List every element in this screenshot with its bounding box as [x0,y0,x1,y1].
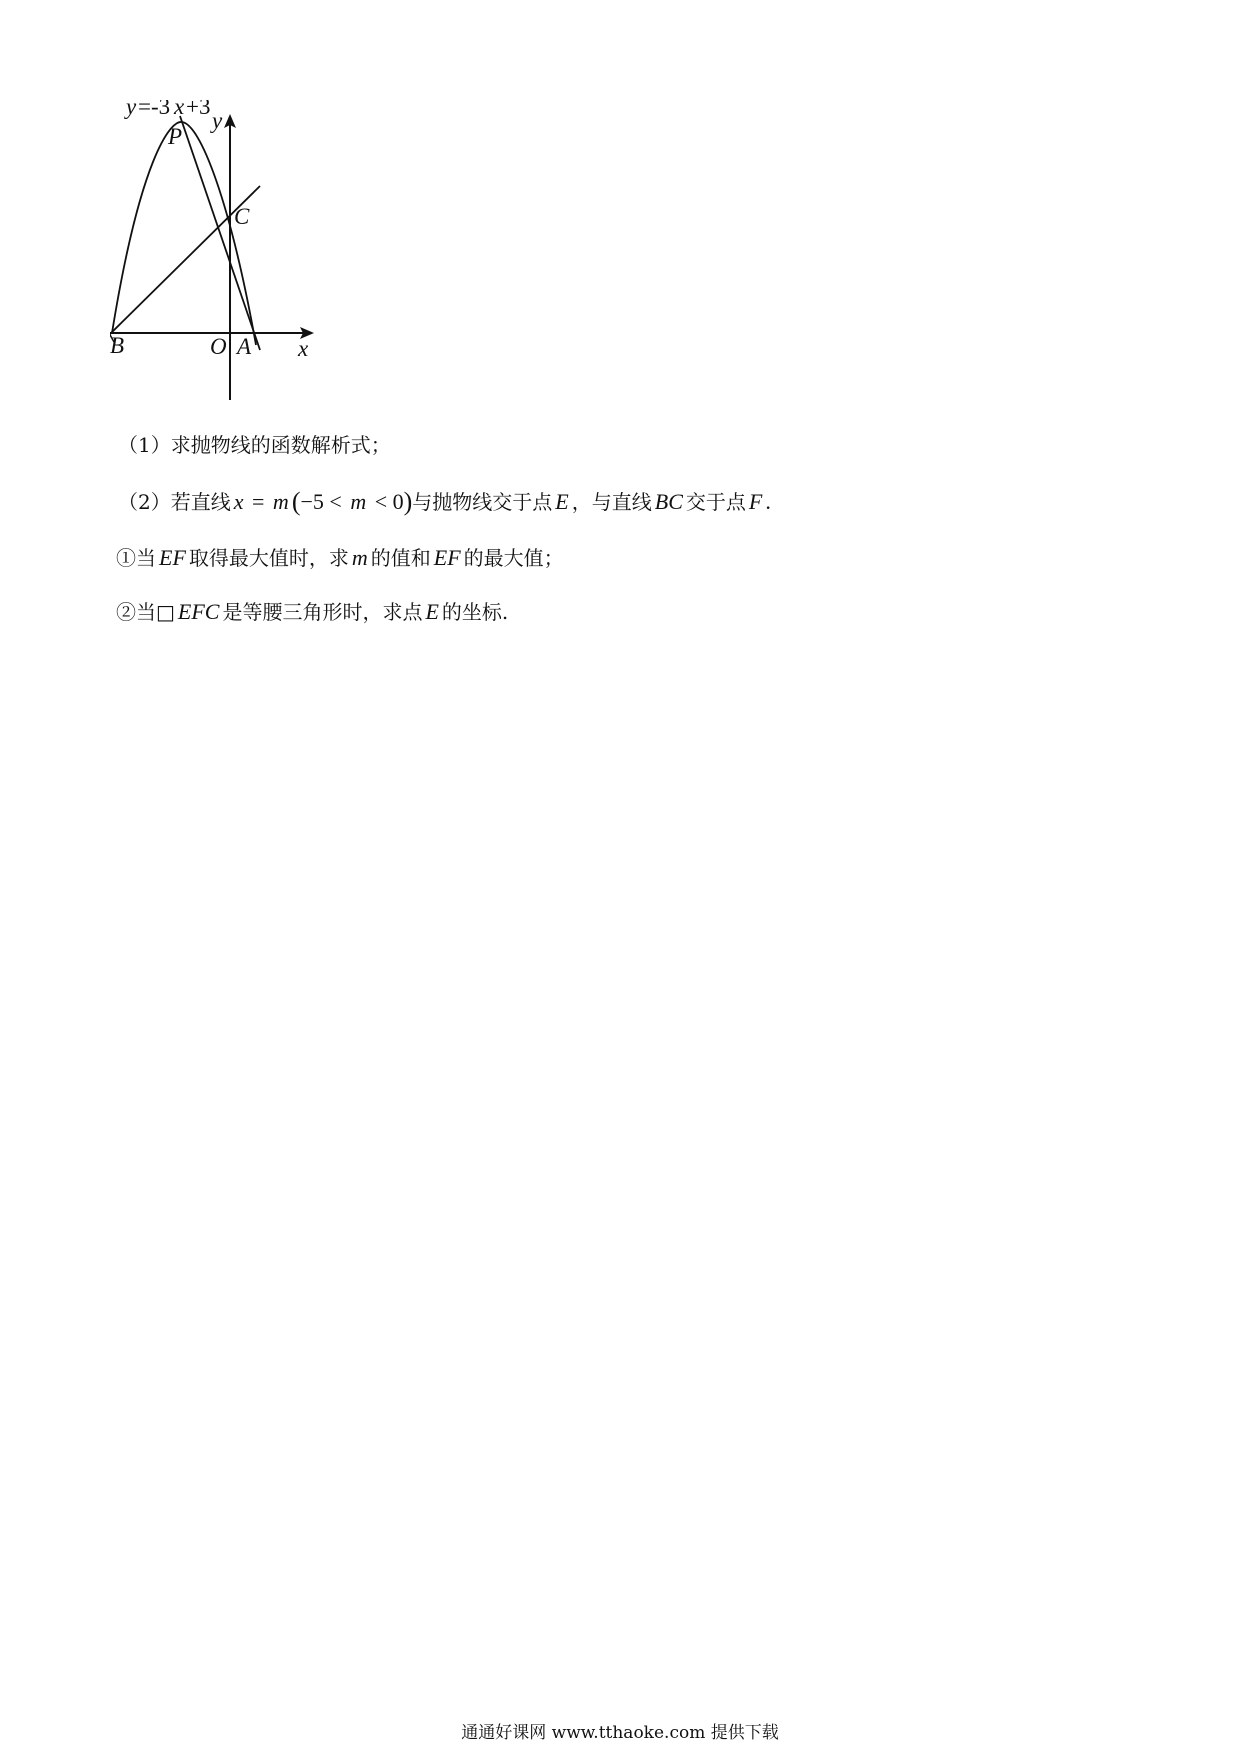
q2b-mid: 是等腰三角形时，求点 [222,600,423,624]
q2a-prefix: ①当 [116,546,156,570]
point-o-label: O [210,334,227,359]
q2b-point-e: E [425,599,439,624]
q2-eq-sign: = [246,489,270,514]
figure-svg [110,100,370,410]
q2b-triangle: EFC [177,599,220,624]
y-axis-label: y [212,108,223,133]
point-b-label: B [110,333,125,358]
q2b-end: 的坐标. [441,600,509,624]
q2-point-e: E [555,489,569,514]
parabola-figure [110,100,370,410]
q2-cond-open: ( [291,487,301,516]
line-label-tail: +3 [186,100,211,119]
question-1 [118,431,391,459]
q2-end: . [765,489,771,514]
x-axis-label: x [298,336,309,361]
q2-prefix: （2）若直线 [118,490,231,514]
question-1-text: （1）求抛物线的函数解析式； [118,433,391,457]
q2a-var-m: m [351,545,368,570]
line-label-y: y [126,100,137,119]
q2-cond-neg5: −5 < [300,489,348,514]
point-p-label: P [168,124,183,149]
q2a-mid: 取得最大值时，求 [188,546,349,570]
q2b-prefix: ②当 [116,600,156,624]
q2a-mid2: 的值和 [370,546,431,570]
point-a-label: A [237,334,252,359]
question-2 [118,488,771,516]
q2a-seg2: EF [433,545,461,570]
q2a-seg1: EF [159,545,186,570]
page-footer: 通通好课网 www.tthaoke.com 提供下载 [461,1723,779,1743]
question-2b [116,598,508,626]
q2-eq-m: m [272,489,289,514]
q2a-end: 的最大值； [463,546,564,570]
q2-mid3: 交于点 [685,490,746,514]
q2-cond-m: m [350,489,367,514]
line-pa [180,116,260,350]
q2-line-bc: BC [654,489,683,514]
line-label-eq: =-3 [138,100,171,119]
q2-cond-close: ) [403,487,413,516]
question-2a [116,544,564,572]
q2-point-f: F [748,489,763,514]
point-c-label: C [234,204,250,229]
q2-cond-lt0: < 0 [369,489,404,514]
triangle-symbol: □ [156,600,175,624]
line-label-x: x [174,100,185,119]
q2-mid: 与抛物线交于点 [412,490,553,514]
q2-eq-var: x [233,489,244,514]
q2-mid2: ，与直线 [571,490,652,514]
